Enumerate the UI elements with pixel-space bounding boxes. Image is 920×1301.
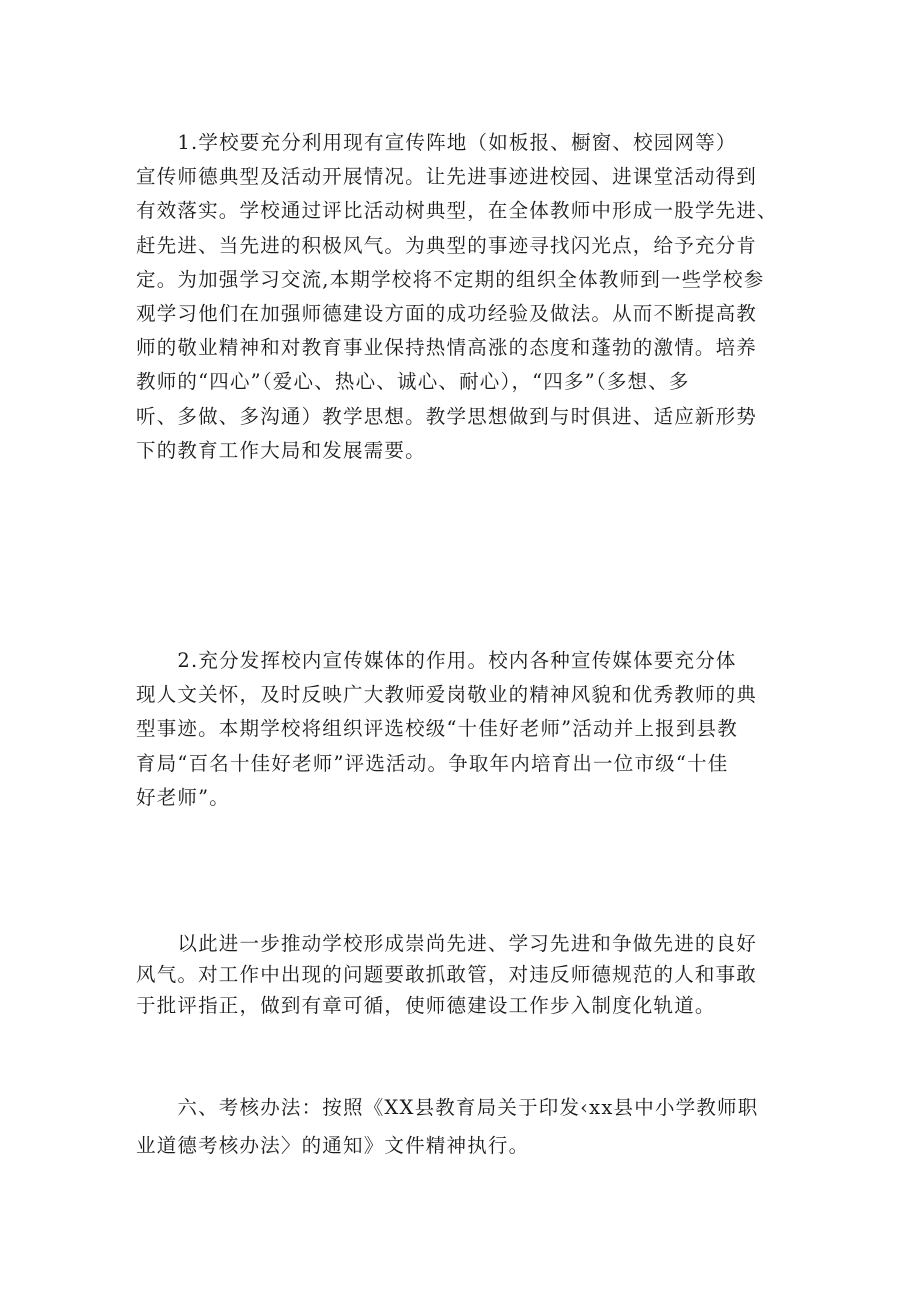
- text-line: 好老师”。: [136, 785, 230, 809]
- text-line: 于批评指正，做到有章可循，使师德建设工作步入制度化轨道。: [136, 994, 716, 1017]
- text-line: 2.充分发挥校内宣传媒体的作用。校内各种宣传媒体要充分体: [136, 649, 737, 672]
- text-line: 听、多做、多沟通）教学思想。教学思想做到与时俱进、适应新形势: [136, 404, 758, 428]
- paragraph-4: [136, 1089, 796, 1165]
- text-line: 赶先进、当先进的积极风气。为典型的事迹寻找闪光点，给予充分肯: [136, 233, 758, 257]
- text-line: 下的教育工作大局和发展需要。: [136, 438, 426, 462]
- text-line: 风气。对工作中出现的问题要敢抓敢管，对违反师德规范的人和事敢: [136, 963, 758, 986]
- text-line: 宣传师德典型及活动开展情况。让先进事迹进校园、进课堂活动得到: [136, 165, 758, 189]
- text-line: 育局“百名十佳好老师”评选活动。争取年内培育出一位市级“十佳: [136, 751, 729, 775]
- paragraph-1: [136, 126, 796, 468]
- text-line: 教师的“四心”（爱心、热心、诚心、耐心），“四多”（多想、多: [136, 370, 690, 394]
- text-line: 师的敬业精神和对教育事业保持热情高涨的态度和蓬勃的激情。培养: [136, 336, 758, 360]
- paragraph-2: [136, 644, 796, 815]
- text-line: 定。为加强学习交流,本期学校将不定期的组织全体教师到一些学校参: [136, 267, 765, 291]
- text-line: 型事迹。本期学校将组织评选校级“十佳好老师”活动并上报到县教: [136, 717, 738, 741]
- text-line: 以此进一步推动学校形成崇尚先进、学习先进和争做先进的良好: [136, 932, 758, 955]
- text-line: 六、考核办法：按照《XX县教育局关于印发‹xx县中小学教师职: [136, 1096, 759, 1119]
- text-line: 业道德考核办法〉的通知》文件精神执行。: [136, 1134, 530, 1157]
- text-line: 有效落实。学校通过评比活动树典型，在全体教师中形成一股学先进、: [136, 199, 778, 223]
- text-line: 观学习他们在加强师德建设方面的成功经验及做法。从而不断提高教: [136, 301, 758, 325]
- text-line: 1.学校要充分利用现有宣传阵地（如板报、橱窗、校园网等）: [136, 131, 737, 154]
- text-line: 现人文关怀，及时反映广大教师爱岗敬业的精神风貌和优秀教师的典: [136, 683, 758, 707]
- paragraph-3: [136, 928, 796, 1021]
